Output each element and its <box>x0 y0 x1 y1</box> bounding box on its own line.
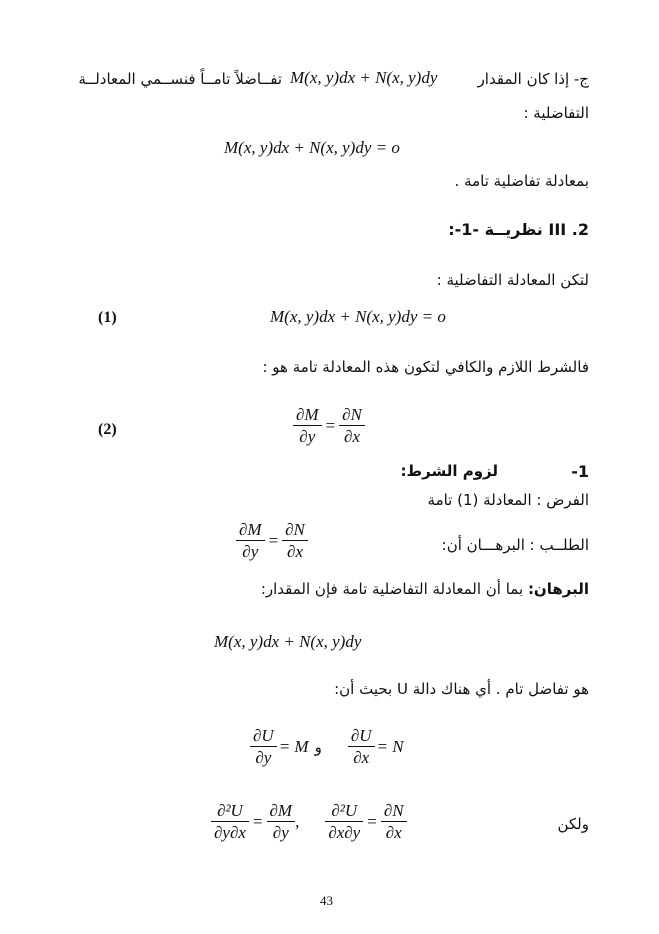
intro-text: لتكن المعادلة التفاضلية : <box>436 271 589 289</box>
para1-line1-start: ج- إذا كان المقدار <box>477 70 589 88</box>
exact-text: هو تفاضل تام . أي هناك دالة U بحيث أن: <box>334 680 589 698</box>
necessity-number: 1- <box>571 462 589 481</box>
proof-line <box>261 580 589 598</box>
necessity-label: لزوم الشرط: <box>400 462 498 480</box>
section-heading: III .2 نظريــة -1-: <box>448 220 589 239</box>
equation-0: M(x, y)dx + N(x, y)dy = o <box>224 138 400 157</box>
equation-2: $\frac{\partial M}{\partial y}$ = $\frac{\partial N}{\partial x}$ <box>293 404 365 447</box>
fraction-dM-dy: $\frac{\partial M}{\partial y}$ <box>293 404 322 447</box>
proof-label: البرهان: <box>527 580 589 598</box>
required-equation: $\frac{\partial M}{\partial y}$ = $\frac{\partial N}{\partial x}$ <box>236 519 308 562</box>
fraction-dN-dx: $\frac{\partial N}{\partial x}$ <box>339 404 365 447</box>
but-text: ولكن <box>557 815 589 833</box>
equation-1: M(x, y)dx + N(x, y)dy = o <box>270 307 446 326</box>
required-text: الطلــب : البرهـــان أن: <box>441 536 589 554</box>
proof-text: بما أن المعادلة التفاضلية تامة فإن المقدار: <box>260 580 524 598</box>
para1-end: بمعادلة تفاضلية تامة . <box>454 172 589 190</box>
condition-text: فالشرط اللازم والكافي لتكون هذه المعادلة تامة هو : <box>262 358 589 376</box>
equation-second-derivatives: $\frac{\text{∂²U}}{\partial y\partial x}$ = $\frac{\partial M}{\partial y}$ , $\frac{\text{∂²U}}{\partial x\partial y}$ = $\frac{\partial N}{\partial x}$ <box>211 800 407 843</box>
para1-line1-end: تفــاضلاً تامــاً فنســمي المعادلــة <box>78 70 282 88</box>
equation-2-number: (2) <box>98 421 117 438</box>
equation-dU: $\frac{\partial U}{\partial y}$ = M و $\frac{\partial U}{\partial x}$ = N <box>250 725 404 768</box>
exact-differential-expression: M(x, y)dx + N(x, y)dy <box>290 68 438 87</box>
expression-2: M(x, y)dx + N(x, y)dy <box>214 632 362 651</box>
para1-line2: التفاضلية : <box>523 104 589 122</box>
equation-1-number: (1) <box>98 309 117 326</box>
page-number: 43 <box>320 893 333 908</box>
hypothesis-text: الفرض : المعادلة (1) تامة <box>427 491 589 509</box>
